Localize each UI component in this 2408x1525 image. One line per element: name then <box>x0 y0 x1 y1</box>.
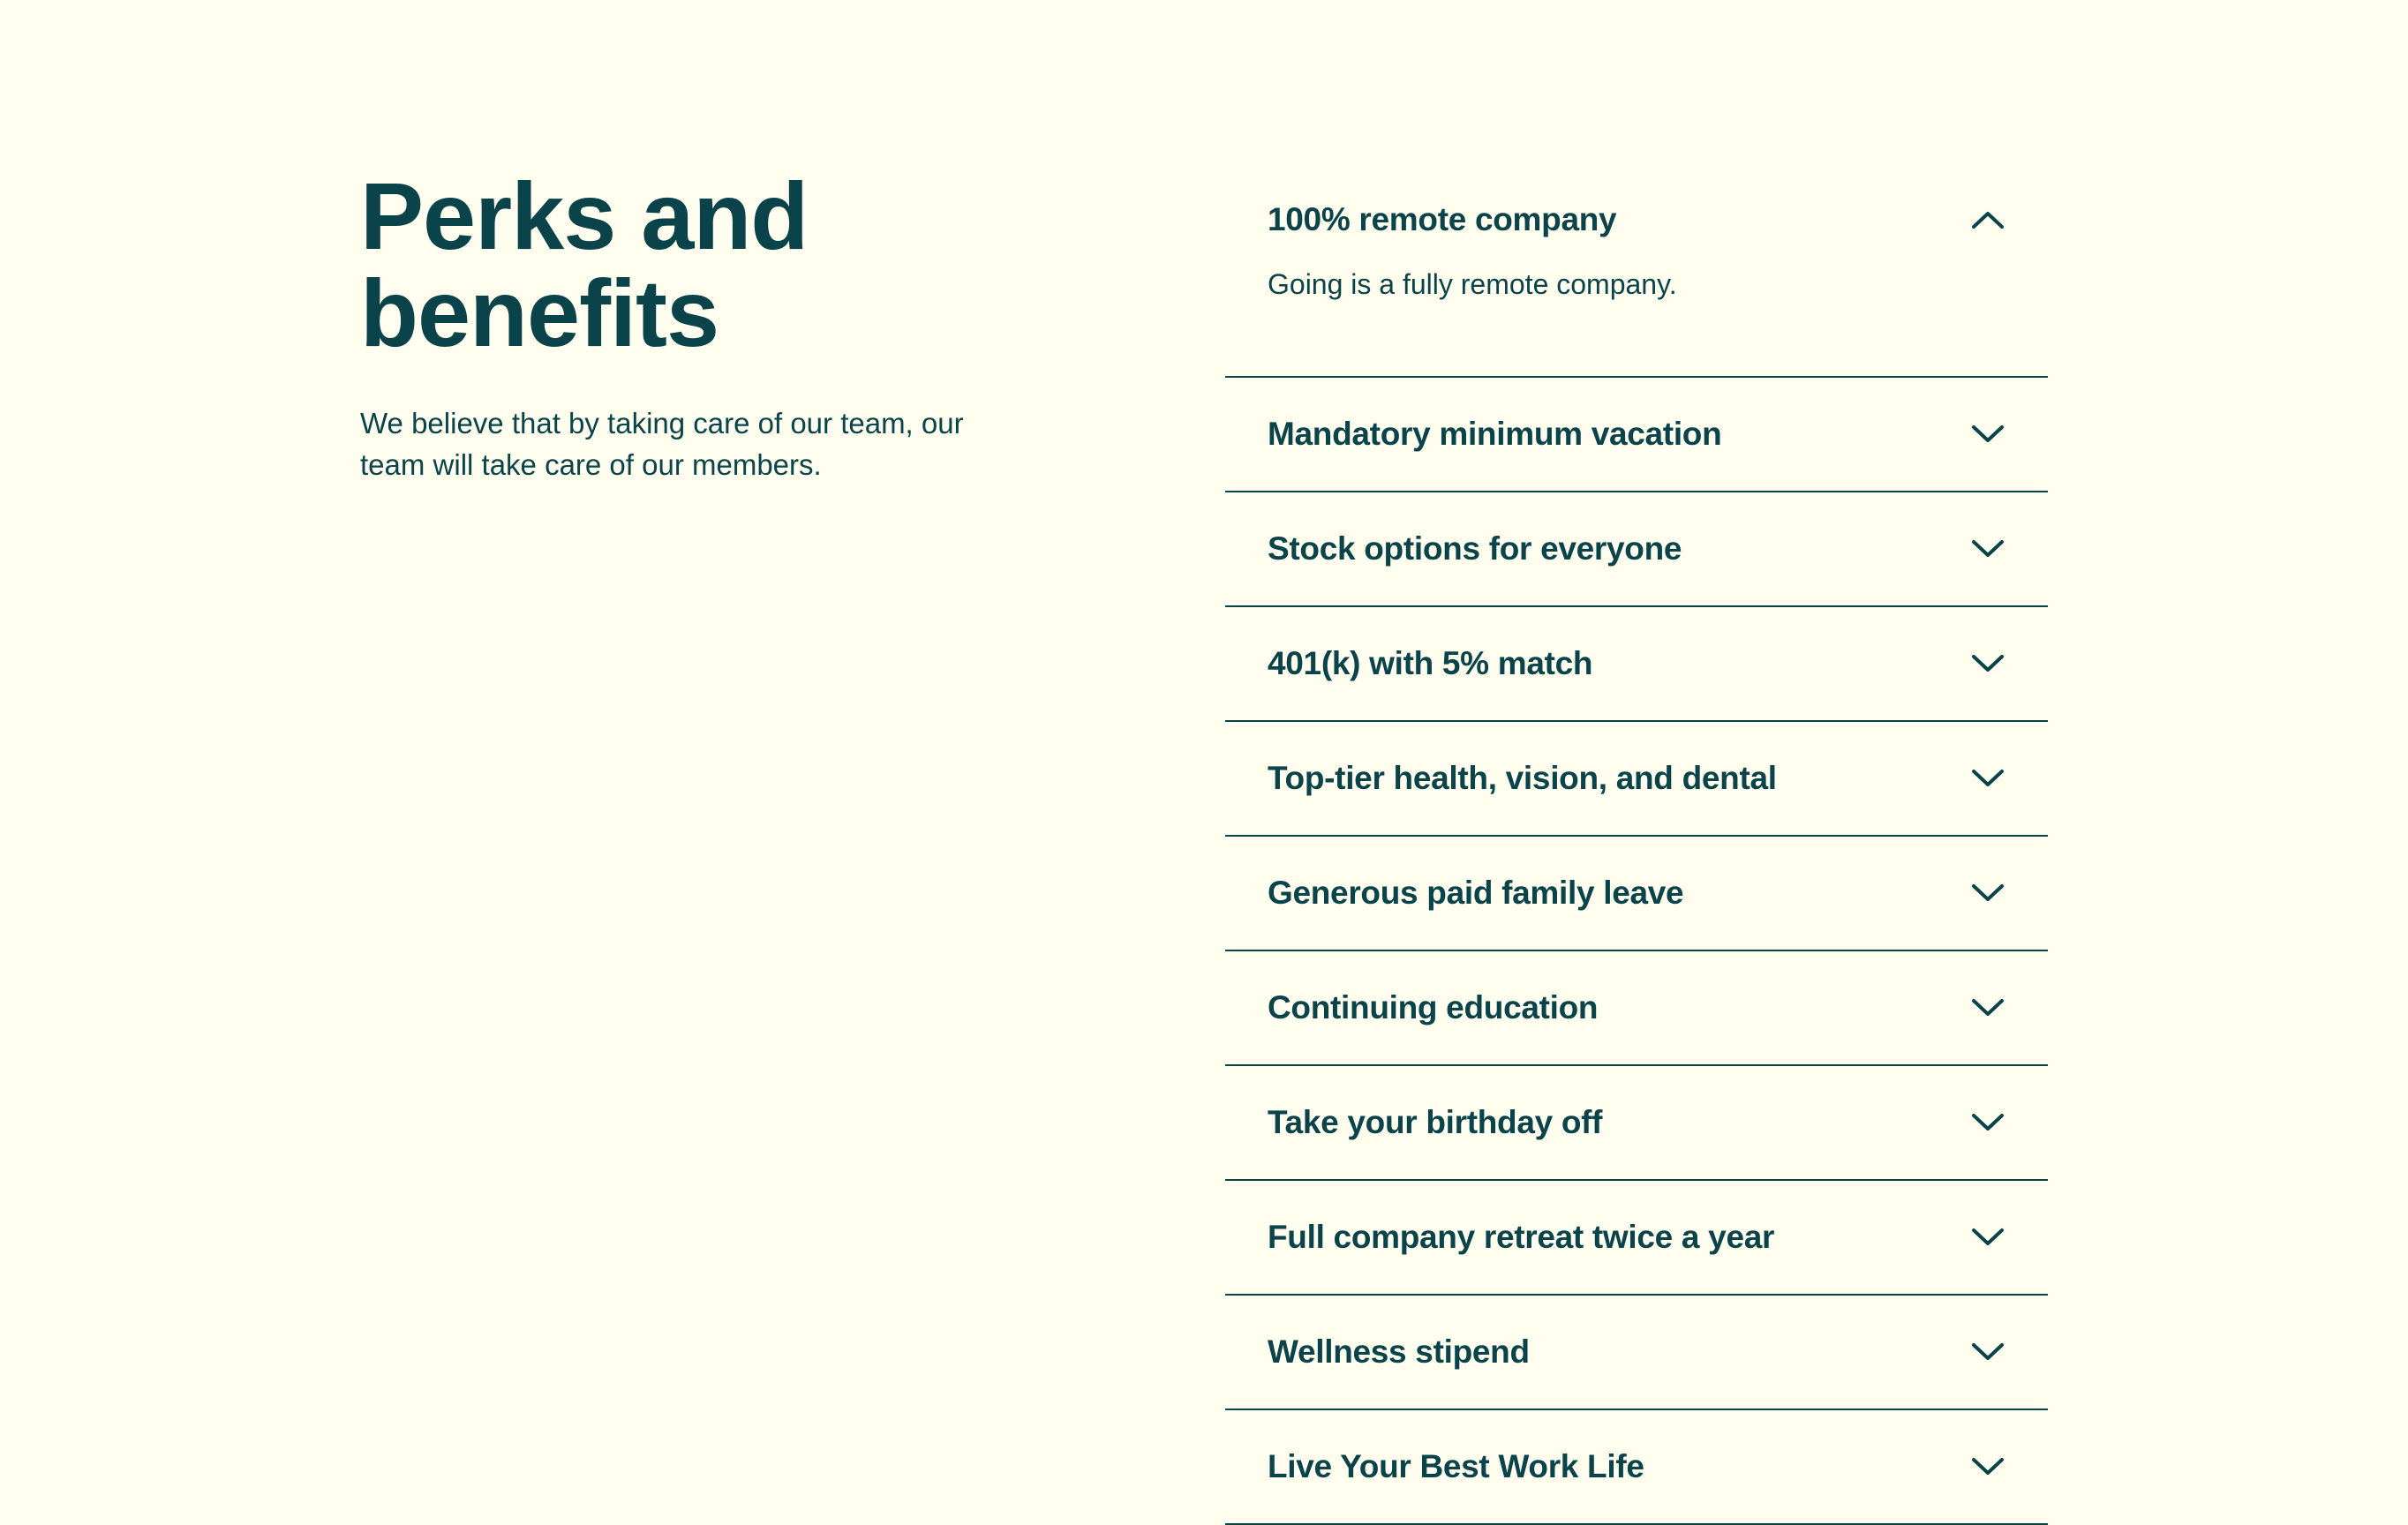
benefits-accordion <box>1225 168 2048 1525</box>
accordion-item-title: Generous paid family leave <box>1268 875 1684 911</box>
page-title-line-2: benefits <box>360 259 719 366</box>
chevron-down-icon[interactable] <box>1970 875 2005 911</box>
accordion-item-title: Top-tier health, vision, and dental <box>1268 760 1777 796</box>
accordion-toggle[interactable] <box>1268 951 2005 1064</box>
accordion-item-title: Mandatory minimum vacation <box>1268 416 1722 452</box>
accordion-toggle[interactable] <box>1268 492 2005 605</box>
accordion-toggle[interactable] <box>1268 722 2005 835</box>
accordion-item <box>1225 1296 2048 1410</box>
accordion-item <box>1225 951 2048 1066</box>
accordion-item <box>1225 722 2048 837</box>
accordion-toggle[interactable] <box>1268 607 2005 720</box>
accordion-toggle[interactable] <box>1268 1181 2005 1294</box>
accordion-item-title: Wellness stipend <box>1268 1333 1530 1370</box>
accordion-item-body: Going is a fully remote company. <box>1268 268 1677 300</box>
accordion-toggle[interactable] <box>1268 1410 2005 1523</box>
chevron-down-icon[interactable] <box>1970 417 2005 452</box>
chevron-down-icon[interactable] <box>1970 990 2005 1025</box>
intro-section <box>360 162 1031 485</box>
accordion-item <box>1225 168 2048 378</box>
accordion-item <box>1225 1181 2048 1296</box>
chevron-down-icon[interactable] <box>1970 1449 2005 1484</box>
intro-description: We believe that by taking care of our team, our team will take care of our members. <box>360 407 964 481</box>
page-title <box>360 162 1031 366</box>
accordion-item-title: 100% remote company <box>1268 201 1617 237</box>
accordion-item <box>1225 492 2048 607</box>
page-title-line-1: Perks and <box>360 162 809 269</box>
accordion-toggle[interactable] <box>1268 168 2005 272</box>
accordion-toggle[interactable] <box>1268 1296 2005 1409</box>
chevron-down-icon[interactable] <box>1970 646 2005 681</box>
accordion-item <box>1225 837 2048 951</box>
accordion-item-title: Continuing education <box>1268 989 1599 1025</box>
accordion-item-title: Live Your Best Work Life <box>1268 1448 1644 1484</box>
accordion-item <box>1225 607 2048 722</box>
accordion-item-title: Stock options for everyone <box>1268 530 1682 567</box>
accordion-toggle[interactable] <box>1268 378 2005 491</box>
accordion-item <box>1225 1066 2048 1181</box>
chevron-down-icon[interactable] <box>1970 761 2005 796</box>
chevron-up-icon[interactable] <box>1970 202 2005 237</box>
chevron-down-icon[interactable] <box>1970 1220 2005 1255</box>
accordion-toggle[interactable] <box>1268 837 2005 950</box>
chevron-down-icon[interactable] <box>1970 531 2005 567</box>
accordion-item <box>1225 378 2048 492</box>
accordion-toggle[interactable] <box>1268 1066 2005 1179</box>
accordion-item-title: Full company retreat twice a year <box>1268 1219 1775 1255</box>
accordion-item-title: Take your birthday off <box>1268 1104 1603 1140</box>
chevron-down-icon[interactable] <box>1970 1105 2005 1140</box>
chevron-down-icon[interactable] <box>1970 1334 2005 1370</box>
accordion-item <box>1225 1410 2048 1525</box>
accordion-item-title: 401(k) with 5% match <box>1268 645 1593 681</box>
